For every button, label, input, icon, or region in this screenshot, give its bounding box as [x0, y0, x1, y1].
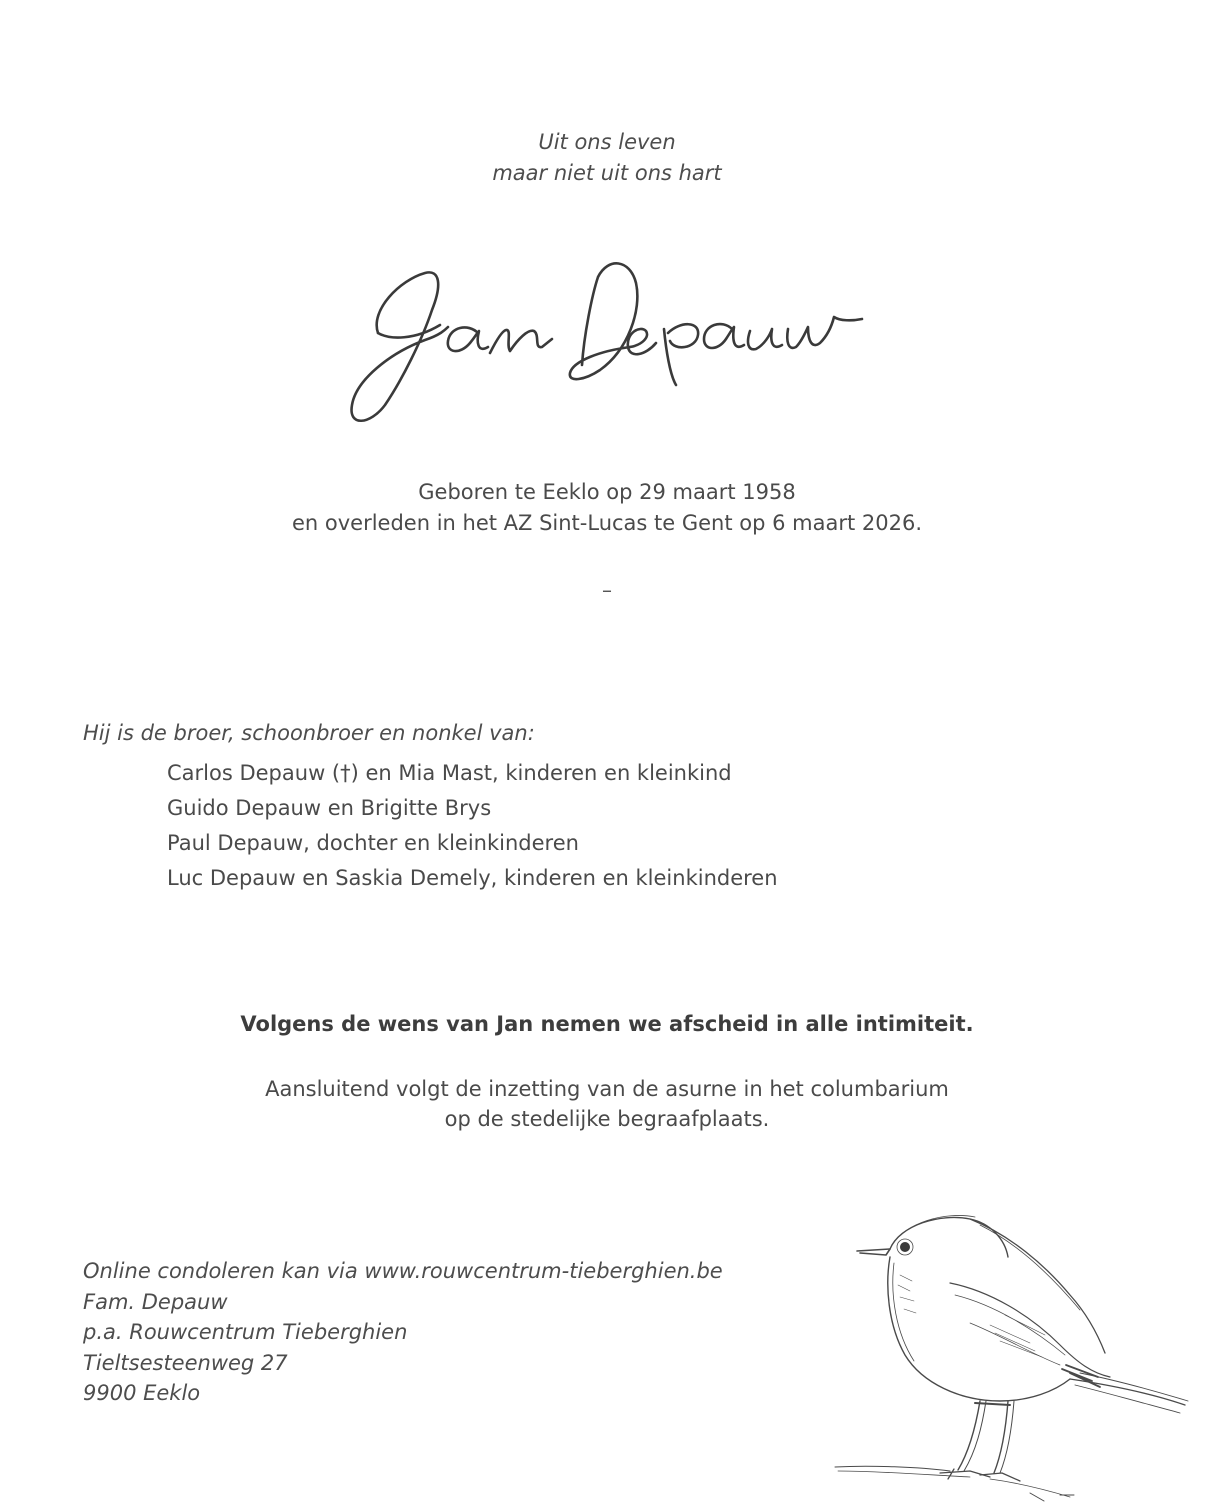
family-intro: Hij is de broer, schoonbroer en nonkel van: — [83, 721, 535, 745]
condolence-line: Online condoleren kan via www.rouwcentrum-tieberghien.be — [83, 1259, 723, 1283]
city-line: 9900 Eeklo — [83, 1381, 201, 1405]
care-of-line: p.a. Rouwcentrum Tieberghien — [83, 1320, 408, 1344]
contact-block — [83, 1256, 723, 1409]
birth-line: Geboren te Eeklo op 29 maart 1958 — [418, 480, 796, 504]
family-member: Paul Depauw, dochter en kleinkinderen — [167, 831, 579, 855]
farewell-wish: Volgens de wens van Jan nemen we afscheid in alle intimiteit. — [240, 1012, 974, 1036]
street-line: Tieltsesteenweg 27 — [83, 1350, 288, 1375]
ceremony-note — [0, 1074, 1214, 1134]
family-member: Luc Depauw en Saskia Demely, kinderen en kleinkinderen — [167, 866, 778, 890]
ceremony-line-1: Aansluitend volgt de inzetting van de asurne in het columbarium — [265, 1077, 949, 1101]
ceremony-line-2: op de stedelijke begraafplaats. — [444, 1107, 770, 1131]
opening-quote — [0, 127, 1214, 189]
death-line: en overleden in het AZ Sint-Lucas te Gent op 6 maart 2026. — [291, 511, 923, 535]
quote-line-1: Uit ons leven — [538, 130, 676, 154]
deceased-name-signature — [330, 255, 890, 435]
family-member: Carlos Depauw (†) en Mia Mast, kinderen en kleinkind — [167, 761, 732, 785]
robin-bird-icon — [830, 1205, 1200, 1505]
birth-death-statement — [0, 477, 1214, 539]
separator-dash: – — [602, 578, 612, 602]
family-member: Guido Depauw en Brigitte Brys — [167, 796, 492, 820]
family-signature: Fam. Depauw — [83, 1289, 228, 1314]
family-list — [167, 756, 778, 896]
quote-line-2: maar niet uit ons hart — [492, 161, 722, 185]
